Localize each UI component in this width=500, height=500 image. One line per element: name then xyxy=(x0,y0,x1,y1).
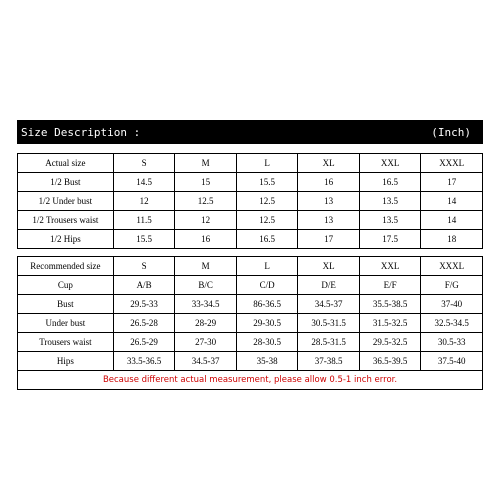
column-header: S xyxy=(113,257,175,276)
table-cell: 11.5 xyxy=(113,211,175,230)
table-cell: A/B xyxy=(113,276,175,295)
table-cell: 29-30.5 xyxy=(236,314,298,333)
row-label: Cup xyxy=(18,276,114,295)
table-cell: 27-30 xyxy=(175,333,237,352)
column-header: XXL xyxy=(359,257,421,276)
table-cell: 32.5-34.5 xyxy=(421,314,483,333)
column-header: XXXL xyxy=(421,257,483,276)
column-header: L xyxy=(236,154,298,173)
table-cell: 36.5-39.5 xyxy=(359,352,421,371)
table-cell: 12 xyxy=(113,192,175,211)
table-cell: C/D xyxy=(236,276,298,295)
table-cell: 15.5 xyxy=(113,230,175,249)
row-label: 1/2 Bust xyxy=(18,173,114,192)
table-cell: 16.5 xyxy=(236,230,298,249)
table-cell: 16 xyxy=(298,173,360,192)
table-cell: 33-34.5 xyxy=(175,295,237,314)
table-cell: 33.5-36.5 xyxy=(113,352,175,371)
table-cell: 13.5 xyxy=(359,192,421,211)
table-cell: 34.5-37 xyxy=(175,352,237,371)
table-cell: 14 xyxy=(421,211,483,230)
column-header: XL xyxy=(298,154,360,173)
header-unit: (Inch) xyxy=(431,125,471,139)
table-cell: 26.5-28 xyxy=(113,314,175,333)
table-cell: D/E xyxy=(298,276,360,295)
table-cell: 29.5-32.5 xyxy=(359,333,421,352)
table-cell: 28-29 xyxy=(175,314,237,333)
row-label: 1/2 Trousers waist xyxy=(18,211,114,230)
table-cell: 13 xyxy=(298,192,360,211)
table-cell: B/C xyxy=(175,276,237,295)
row-label: 1/2 Hips xyxy=(18,230,114,249)
table-cell: 14 xyxy=(421,192,483,211)
column-header: XL xyxy=(298,257,360,276)
recommended-size-table xyxy=(17,256,483,390)
table-row xyxy=(18,211,483,230)
table-row xyxy=(18,173,483,192)
table-cell: 30.5-31.5 xyxy=(298,314,360,333)
column-header: M xyxy=(175,154,237,173)
table-cell: 35-38 xyxy=(236,352,298,371)
row-label: Hips xyxy=(18,352,114,371)
row-label: 1/2 Under bust xyxy=(18,192,114,211)
table-cell: F/G xyxy=(421,276,483,295)
table-cell: 30.5-33 xyxy=(421,333,483,352)
column-header: M xyxy=(175,257,237,276)
size-description-header xyxy=(17,120,483,144)
table-row xyxy=(18,230,483,249)
table-row xyxy=(18,352,483,371)
table-cell: E/F xyxy=(359,276,421,295)
note-row xyxy=(18,371,483,390)
table-cell: 12.5 xyxy=(236,211,298,230)
table-cell: 31.5-32.5 xyxy=(359,314,421,333)
table-cell: 37.5-40 xyxy=(421,352,483,371)
table-row xyxy=(18,333,483,352)
table-cell: 28.5-31.5 xyxy=(298,333,360,352)
row-label: Bust xyxy=(18,295,114,314)
column-header: Actual size xyxy=(18,154,114,173)
table-cell: 35.5-38.5 xyxy=(359,295,421,314)
table-cell: 12 xyxy=(175,211,237,230)
measurement-note: Because different actual measurement, please allow 0.5-1 inch error. xyxy=(18,371,483,390)
column-header: S xyxy=(113,154,175,173)
table-cell: 17 xyxy=(421,173,483,192)
actual-size-table xyxy=(17,153,483,249)
table-cell: 14.5 xyxy=(113,173,175,192)
table-row xyxy=(18,192,483,211)
table-row xyxy=(18,295,483,314)
table-cell: 13 xyxy=(298,211,360,230)
table-cell: 37-40 xyxy=(421,295,483,314)
table-cell: 34.5-37 xyxy=(298,295,360,314)
table-header-row xyxy=(18,154,483,173)
table-header-row xyxy=(18,257,483,276)
header-title: Size Description : xyxy=(21,125,141,139)
row-label: Trousers waist xyxy=(18,333,114,352)
table-cell: 12.5 xyxy=(236,192,298,211)
column-header: XXL xyxy=(359,154,421,173)
table-row xyxy=(18,314,483,333)
table-cell: 13.5 xyxy=(359,211,421,230)
table-row xyxy=(18,276,483,295)
table-cell: 17 xyxy=(298,230,360,249)
column-header: L xyxy=(236,257,298,276)
column-header: XXXL xyxy=(421,154,483,173)
column-header: Recommended size xyxy=(18,257,114,276)
table-cell: 86-36.5 xyxy=(236,295,298,314)
table-cell: 26.5-29 xyxy=(113,333,175,352)
table-cell: 12.5 xyxy=(175,192,237,211)
table-cell: 29.5-33 xyxy=(113,295,175,314)
table-cell: 17.5 xyxy=(359,230,421,249)
table-cell: 15.5 xyxy=(236,173,298,192)
table-cell: 18 xyxy=(421,230,483,249)
row-label: Under bust xyxy=(18,314,114,333)
table-cell: 37-38.5 xyxy=(298,352,360,371)
table-cell: 15 xyxy=(175,173,237,192)
table-cell: 16.5 xyxy=(359,173,421,192)
table-cell: 28-30.5 xyxy=(236,333,298,352)
table-cell: 16 xyxy=(175,230,237,249)
